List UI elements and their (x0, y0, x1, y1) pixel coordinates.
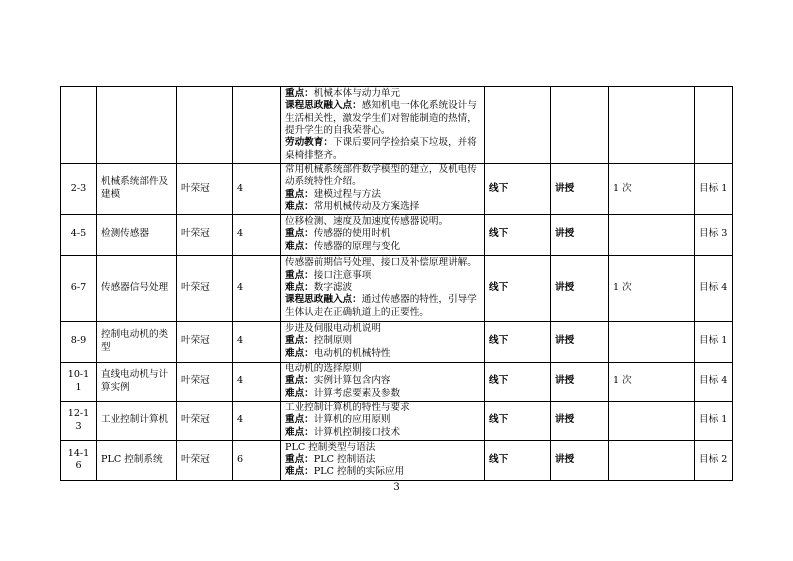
teacher-cell: 叶荣冠 (177, 255, 233, 321)
content-text: 步进及伺服电动机说明 (285, 323, 381, 335)
content-text: 通过传感器的特性，引导学生体认走在正确轨道上的正要性。 (285, 294, 477, 318)
content-text: PLC 控制类型与语法 (285, 441, 376, 453)
content-line (285, 164, 480, 189)
content-text: 计算机的应用原则 (313, 414, 391, 426)
table-body (61, 87, 733, 481)
content-keyword: 难点： (285, 240, 314, 252)
table-row (61, 440, 733, 480)
content-keyword: 难点： (285, 426, 314, 438)
content-text: 传感器的原理与变化 (313, 240, 401, 252)
content-line (285, 335, 480, 347)
topic-cell: 传感器信号处理 (97, 255, 177, 321)
content-text: 传感器前期信号处理、接口及补偿原理讲解。 (285, 257, 477, 269)
content-cell (281, 214, 485, 255)
content-text: 实例计算包含内容 (313, 375, 391, 387)
topic-cell: 工业控制计算机 (97, 401, 177, 440)
content-text: 常用机械系统部件数学模型的建立，及机电传动系统特性介绍。 (285, 164, 477, 188)
content-text: PLC 控制语法 (313, 453, 376, 465)
hours-cell (233, 87, 281, 164)
content-line (285, 363, 480, 375)
content-text: 建模过程与方法 (313, 188, 381, 200)
content-cell (281, 321, 485, 362)
table-row (61, 401, 733, 440)
content-text: 机械本体与动力单元 (313, 87, 401, 99)
mode-cell: 线下 (485, 164, 551, 215)
content-keyword: 劳动教育： (285, 137, 333, 149)
count-cell: 1 次 (609, 362, 695, 401)
content-line (285, 375, 480, 387)
teacher-cell: 叶荣冠 (177, 362, 233, 401)
table-row (61, 255, 733, 321)
method-cell: 讲授 (551, 440, 609, 480)
course-schedule-table (60, 86, 733, 481)
content-text: 电动机的机械特性 (313, 347, 391, 359)
content-line (285, 201, 480, 213)
week-cell: 12-13 (61, 401, 97, 440)
goal-cell: 目标 1 (695, 321, 733, 362)
content-line (285, 282, 480, 294)
teacher-cell: 叶荣冠 (177, 164, 233, 215)
mode-cell: 线下 (485, 440, 551, 480)
count-cell: 1 次 (609, 164, 695, 215)
content-keyword: 重点： (285, 375, 314, 387)
content-keyword: 重点： (285, 188, 314, 200)
content-line (285, 228, 480, 240)
goal-cell: 目标 3 (695, 214, 733, 255)
mode-cell (485, 87, 551, 164)
teacher-cell: 叶荣冠 (177, 401, 233, 440)
table-row (61, 87, 733, 164)
topic-cell (97, 87, 177, 164)
table-row (61, 214, 733, 255)
content-line (285, 270, 480, 282)
content-cell (281, 401, 485, 440)
topic-cell: PLC 控制系统 (97, 440, 177, 480)
content-line (285, 241, 480, 253)
content-cell (281, 87, 485, 164)
week-cell: 8-9 (61, 321, 97, 362)
content-text: 常用机械传动及方案选择 (313, 201, 420, 213)
hours-cell: 4 (233, 401, 281, 440)
method-cell (551, 87, 609, 164)
content-line (285, 402, 480, 414)
content-line (285, 88, 480, 100)
method-cell: 讲授 (551, 214, 609, 255)
content-keyword: 难点： (285, 281, 314, 293)
content-text: 接口注意事项 (313, 269, 372, 281)
content-line (285, 137, 480, 162)
content-text: 电动机的选择原则 (285, 363, 362, 375)
content-keyword: 难点： (285, 466, 314, 478)
week-cell: 6-7 (61, 255, 97, 321)
topic-cell: 直线电动机与计算实例 (97, 362, 177, 401)
content-text: PLC 控制的实际应用 (313, 466, 405, 478)
teacher-cell: 叶荣冠 (177, 214, 233, 255)
count-cell (609, 321, 695, 362)
content-text: 工业控制计算机的特性与要求 (285, 402, 410, 414)
hours-cell: 4 (233, 164, 281, 215)
content-text: 控制原则 (313, 335, 353, 347)
mode-cell: 线下 (485, 362, 551, 401)
content-keyword: 难点： (285, 201, 314, 213)
topic-cell: 控制电动机的类型 (97, 321, 177, 362)
content-text: 传感器的使用时机 (313, 228, 391, 240)
content-line (285, 216, 480, 228)
content-text: 计算机控制接口技术 (313, 426, 401, 438)
mode-cell: 线下 (485, 321, 551, 362)
week-cell: 10-11 (61, 362, 97, 401)
content-keyword: 重点： (285, 414, 314, 426)
page-number: 3 (393, 482, 400, 493)
hours-cell: 4 (233, 362, 281, 401)
content-line (285, 442, 480, 454)
goal-cell: 目标 1 (695, 401, 733, 440)
table-row (61, 321, 733, 362)
content-keyword: 重点： (285, 335, 314, 347)
goal-cell (695, 87, 733, 164)
content-keyword: 难点： (285, 347, 314, 359)
week-cell: 2-3 (61, 164, 97, 215)
content-line (285, 466, 480, 478)
week-cell: 4-5 (61, 214, 97, 255)
count-cell (609, 440, 695, 480)
hours-cell: 6 (233, 440, 281, 480)
goal-cell: 目标 4 (695, 362, 733, 401)
content-line (285, 257, 480, 269)
teacher-cell: 叶荣冠 (177, 440, 233, 480)
goal-cell: 目标 4 (695, 255, 733, 321)
count-cell: 1 次 (609, 255, 695, 321)
content-line (285, 388, 480, 400)
mode-cell: 线下 (485, 255, 551, 321)
content-line (285, 427, 480, 439)
goal-cell: 目标 1 (695, 164, 733, 215)
content-text: 下课后要同学捡拾桌下垃圾，并将桌椅排整齐。 (285, 137, 477, 161)
content-cell (281, 255, 485, 321)
content-keyword: 重点： (285, 453, 314, 465)
topic-cell: 检测传感器 (97, 214, 177, 255)
teacher-cell: 叶荣冠 (177, 321, 233, 362)
content-text: 感知机电一体化系统设计与生活相关性，激发学生们对智能制造的热情，提升学生的自我荣誉心。 (285, 100, 477, 136)
method-cell: 讲授 (551, 401, 609, 440)
hours-cell: 4 (233, 214, 281, 255)
hours-cell: 4 (233, 255, 281, 321)
content-text: 计算考虑要素及参数 (313, 387, 401, 399)
content-keyword: 难点： (285, 387, 314, 399)
content-line (285, 414, 480, 426)
count-cell (609, 87, 695, 164)
content-keyword: 重点： (285, 269, 314, 281)
content-keyword: 重点： (285, 87, 314, 99)
count-cell (609, 401, 695, 440)
table-row (61, 362, 733, 401)
content-keyword: 重点： (285, 228, 314, 240)
method-cell: 讲授 (551, 321, 609, 362)
mode-cell: 线下 (485, 401, 551, 440)
content-keyword: 课程思政融入点： (285, 100, 362, 112)
content-line (285, 323, 480, 335)
method-cell: 讲授 (551, 164, 609, 215)
mode-cell: 线下 (485, 214, 551, 255)
content-cell (281, 164, 485, 215)
method-cell: 讲授 (551, 255, 609, 321)
count-cell (609, 214, 695, 255)
hours-cell: 4 (233, 321, 281, 362)
content-line (285, 348, 480, 360)
content-keyword: 课程思政融入点： (285, 294, 362, 306)
goal-cell: 目标 2 (695, 440, 733, 480)
content-cell (281, 440, 485, 480)
table-row (61, 164, 733, 215)
content-cell (281, 362, 485, 401)
content-line (285, 294, 480, 319)
content-line (285, 100, 480, 137)
method-cell: 讲授 (551, 362, 609, 401)
content-line (285, 454, 480, 466)
content-line (285, 189, 480, 201)
week-cell (61, 87, 97, 164)
topic-cell: 机械系统部件及建模 (97, 164, 177, 215)
content-text: 数字滤波 (313, 281, 353, 293)
content-text: 位移检测、速度及加速度传感器说明。 (285, 216, 449, 228)
week-cell: 14-16 (61, 440, 97, 480)
teacher-cell (177, 87, 233, 164)
